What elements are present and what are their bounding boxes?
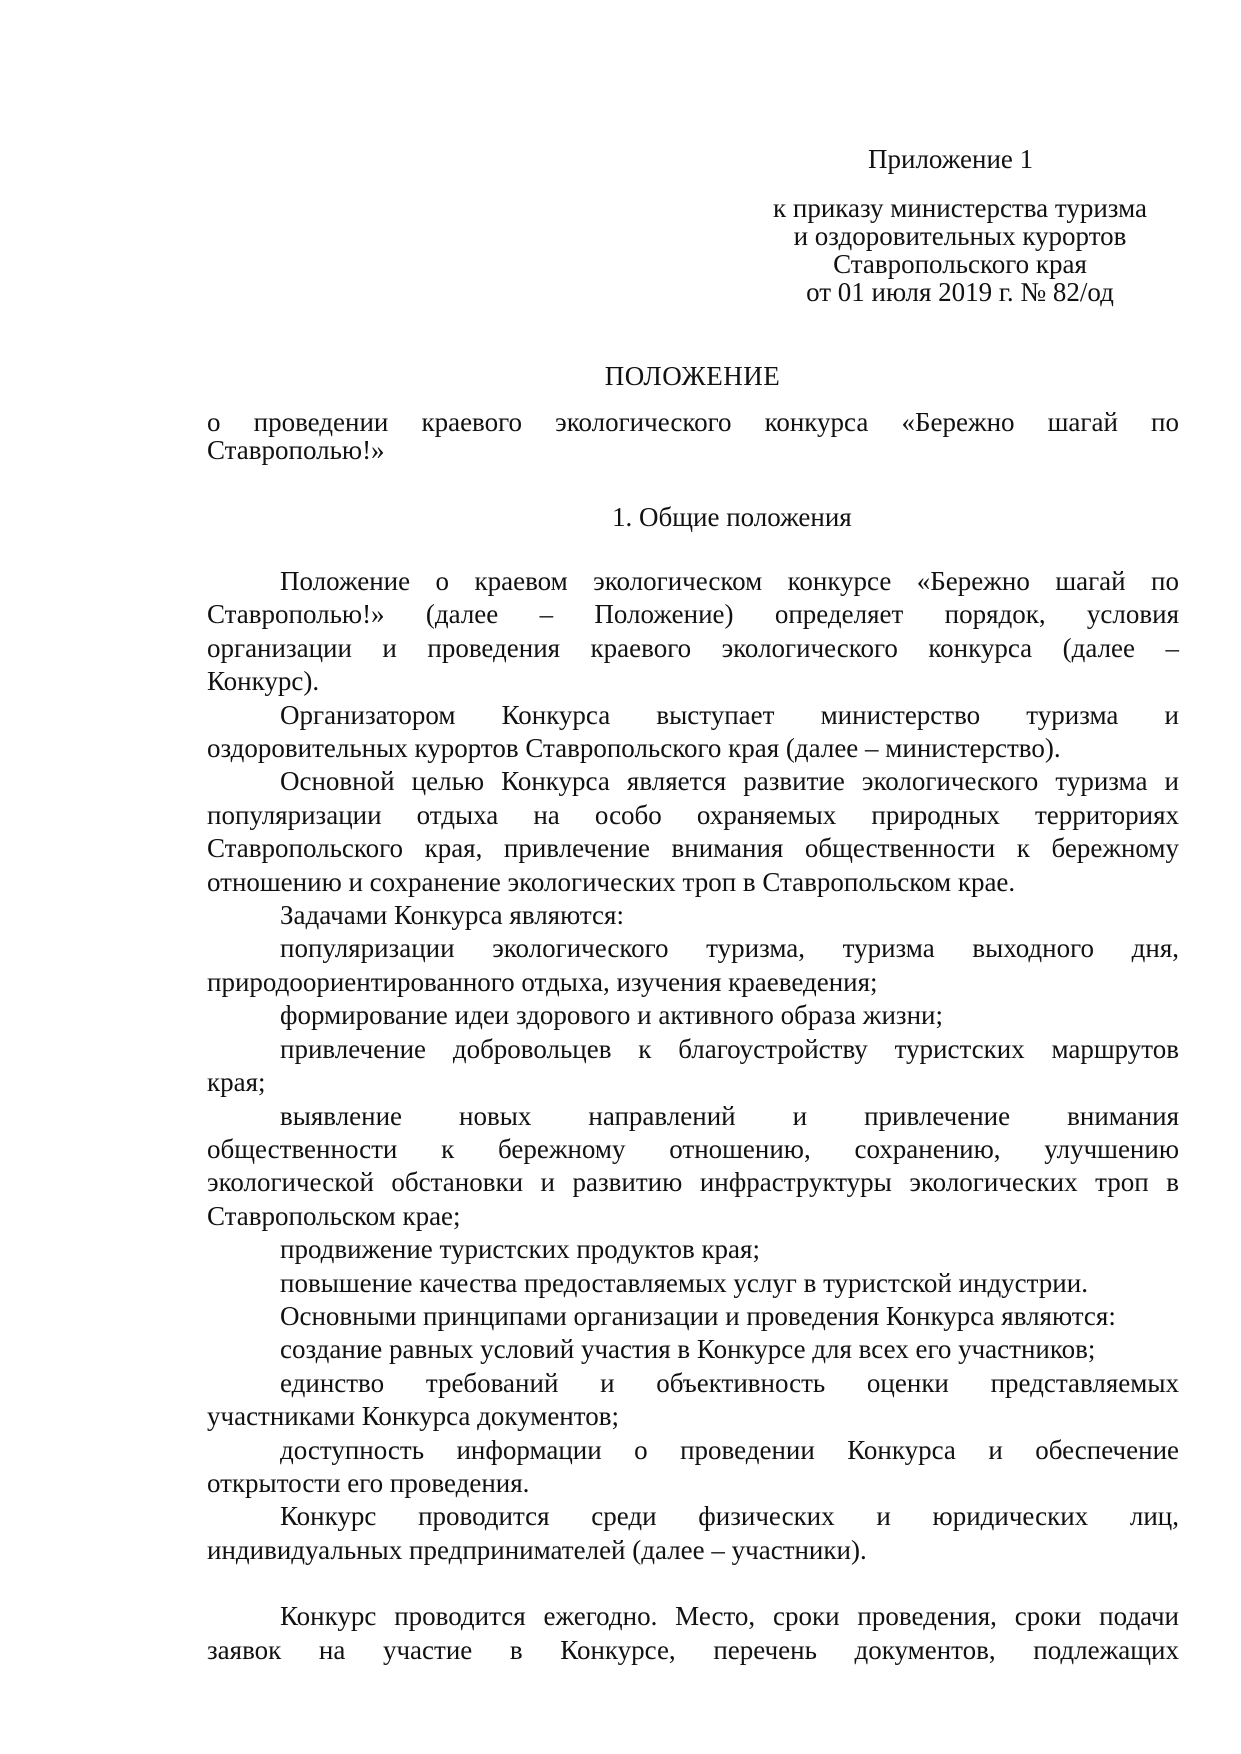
body-line: популяризации отдыха на особо охраняемых природных территориях xyxy=(207,799,1179,830)
body-line: Ставропольском крае; xyxy=(207,1200,461,1231)
body-line: индивидуальных предпринимателей (далее – участники). xyxy=(207,1534,867,1565)
paragraph-gap xyxy=(207,1567,1179,1600)
body-line: повышение качества предоставляемых услуг в туристской индустрии. xyxy=(280,1267,1088,1298)
section-heading: 1. Общие положения xyxy=(612,502,852,532)
body-line: продвижение туристских продуктов края; xyxy=(280,1234,760,1265)
document-title: ПОЛОЖЕНИЕ xyxy=(604,361,781,391)
order-reference-line: и оздоровительных курортов xyxy=(793,221,1127,251)
body-line: общественности к бережному отношению, сохранению, улучшению xyxy=(207,1133,1179,1164)
order-reference-line: Ставропольского края xyxy=(833,249,1087,279)
body-line: участниками Конкурса документов; xyxy=(207,1401,619,1432)
body-line: Задачами Конкурса являются: xyxy=(280,900,624,931)
body-line: Ставрополью!» (далее – Положение) определяет порядок, условия xyxy=(207,599,1179,630)
body-line: создание равных условий участия в Конкурсе для всех его участников; xyxy=(280,1334,1096,1365)
order-reference xyxy=(720,194,1200,306)
body-line: Основной целью Конкурса является развитие экологического туризма и xyxy=(280,766,1179,797)
body-line: Конкурс проводится ежегодно. Место, сроки проведения, сроки подачи xyxy=(280,1601,1179,1632)
body-line: края; xyxy=(207,1067,266,1098)
body-line: отношению и сохранение экологических троп в Ставропольском крае. xyxy=(207,866,1016,897)
appendix-label: Приложение 1 xyxy=(868,144,1034,174)
body-line: доступность информации о проведении Конкурса и обеспечение xyxy=(280,1434,1179,1465)
body-line: Ставропольского края, привлечение внимания общественности к бережному xyxy=(207,833,1179,864)
document-subtitle xyxy=(207,408,1179,464)
body-line: формирование идеи здорового и активного образа жизни; xyxy=(280,1000,943,1031)
subtitle-line: Ставрополью!» xyxy=(207,435,385,465)
body-line: оздоровительных курортов Ставропольского края (далее – министерство). xyxy=(207,733,1061,764)
body-line: открытости его проведения. xyxy=(207,1467,530,1498)
body-line: Организатором Конкурса выступает министерство туризма и xyxy=(280,699,1179,730)
body-line: Положение о краевом экологическом конкурсе «Бережно шагай по xyxy=(280,566,1179,596)
body-line: популяризации экологического туризма, туризма выходного дня, xyxy=(280,933,1179,964)
body-line: заявок на участие в Конкурсе, перечень документов, подлежащих xyxy=(207,1634,1179,1665)
body-line: природоориентированного отдыха, изучения краеведения; xyxy=(207,966,878,997)
order-reference-line: к приказу министерства туризма xyxy=(773,193,1147,223)
body-line: Основными принципами организации и проведения Конкурса являются: xyxy=(280,1300,1116,1331)
document-body xyxy=(207,565,1179,1667)
body-line: единство требований и объективность оценки представляемых xyxy=(280,1367,1179,1398)
body-line: Конкурс проводится среди физических и юридических лиц, xyxy=(280,1501,1179,1532)
body-line: экологической обстановки и развитию инфраструктуры экологических троп в xyxy=(207,1167,1179,1198)
body-line: организации и проведения краевого экологического конкурса (далее – xyxy=(207,632,1179,663)
body-line: привлечение добровольцев к благоустройству туристских маршрутов xyxy=(280,1033,1179,1064)
subtitle-line: о проведении краевого экологического конкурса «Бережно шагай по xyxy=(207,407,1179,437)
body-line: Конкурс). xyxy=(207,666,320,697)
order-reference-line: от 01 июля 2019 г. № 82/од xyxy=(806,277,1114,307)
body-line: выявление новых направлений и привлечение внимания xyxy=(280,1100,1179,1131)
